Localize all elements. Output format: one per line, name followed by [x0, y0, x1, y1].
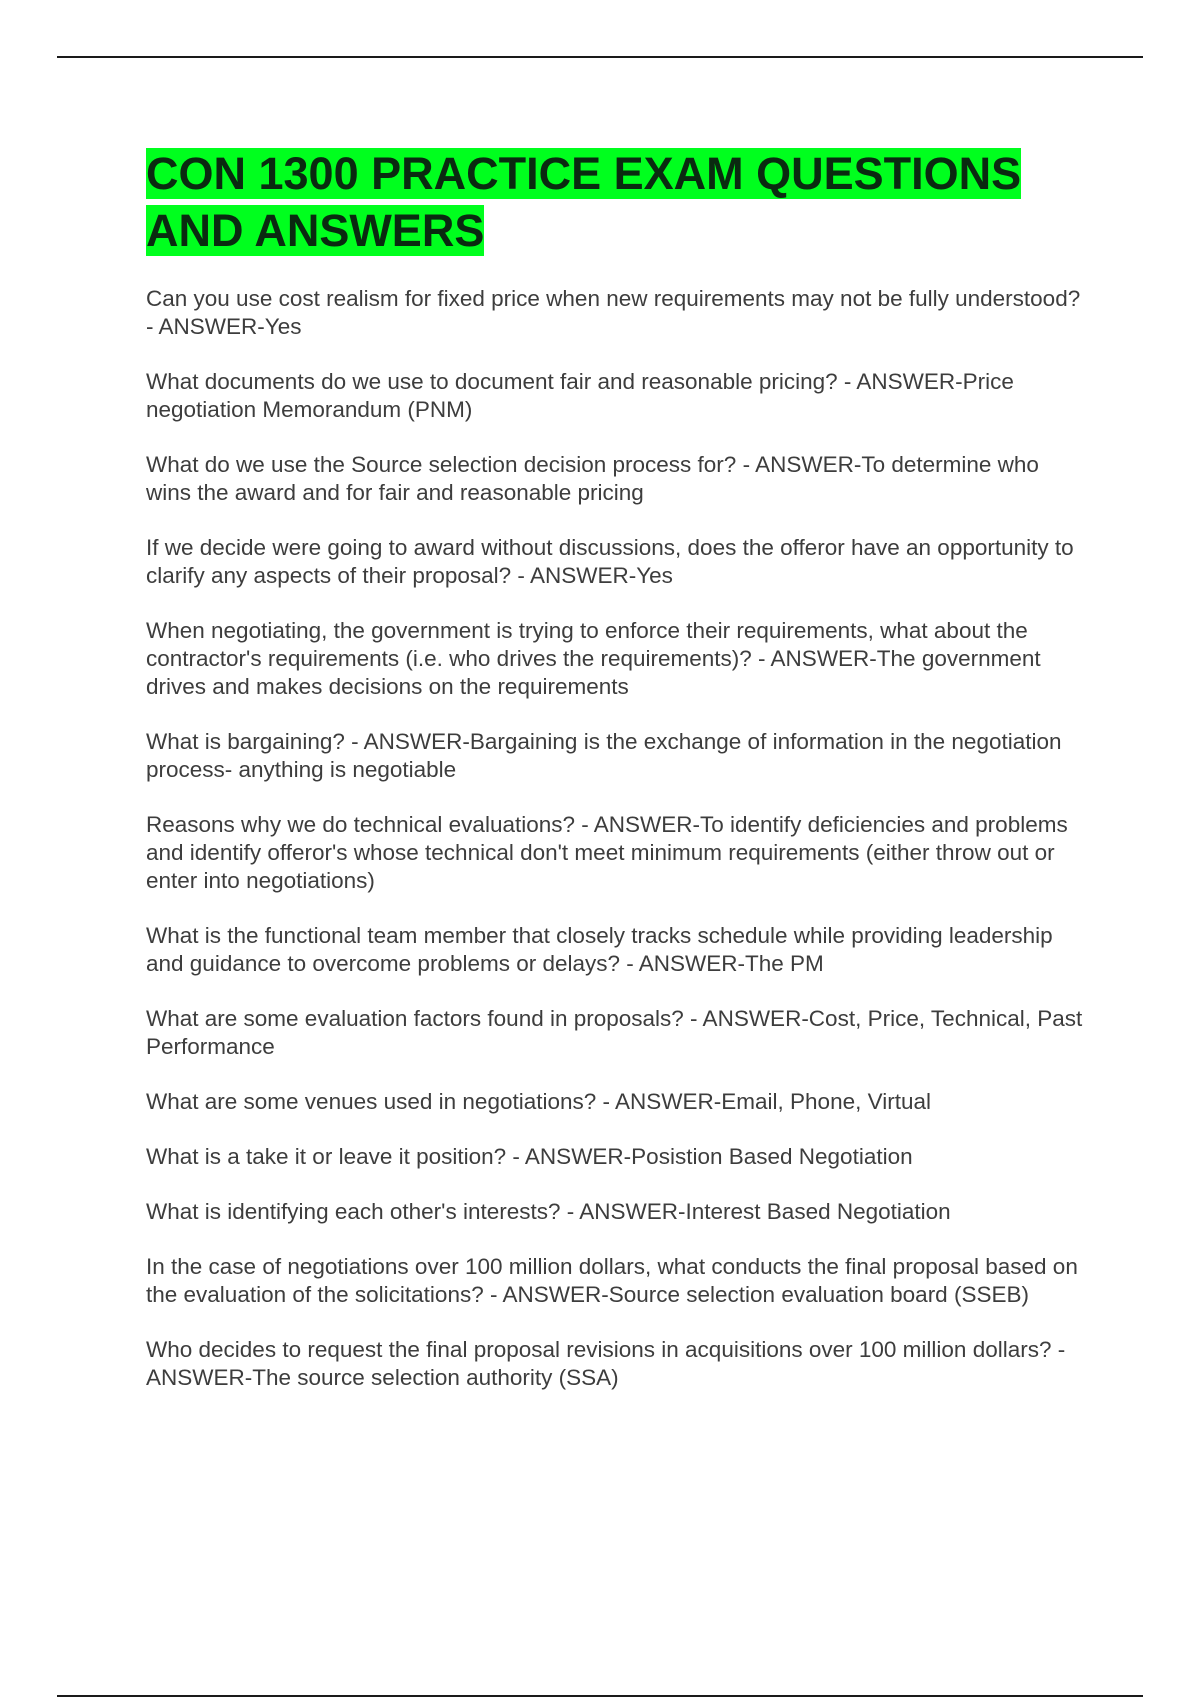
- qa-item: Who decides to request the final proposal revisions in acquisitions over 100 million dollars? - ANSWER-The source selection authority (SSA): [146, 1337, 1066, 1390]
- qa-item: In the case of negotiations over 100 million dollars, what conducts the final proposal based on the evaluation of the solicitations? - ANSWER-Source selection evaluation board (SSEB): [146, 1254, 1078, 1307]
- top-rule: [57, 56, 1143, 58]
- qa-item: What is bargaining? - ANSWER-Bargaining is the exchange of information in the negotiation process- anything is negotiable: [146, 729, 1062, 782]
- document-title: [146, 145, 1086, 259]
- bottom-rule: [57, 1695, 1143, 1697]
- qa-item: What do we use the Source selection decision process for? - ANSWER-To determine who wins the award and for fair and reasonable pricing: [146, 452, 1039, 505]
- qa-item: When negotiating, the government is trying to enforce their requirements, what about the contractor's requirements (i.e. who drives the requirements)? - ANSWER-The government drives and makes decisions on the requirements: [146, 618, 1041, 699]
- qa-item: If we decide were going to award without discussions, does the offeror have an opportunity to clarify any aspects of their proposal? - ANSWER-Yes: [146, 535, 1074, 588]
- qa-item: What is the functional team member that closely tracks schedule while providing leadership and guidance to overcome problems or delays? - ANSWER-The PM: [146, 923, 1053, 976]
- qa-item: Reasons why we do technical evaluations? - ANSWER-To identify deficiencies and problems and identify offeror's whose technical don't meet minimum requirements (either throw out or enter into negotiations): [146, 812, 1068, 893]
- qa-item: What are some venues used in negotiations? - ANSWER-Email, Phone, Virtual: [146, 1089, 931, 1114]
- title-highlight: CON 1300 PRACTICE EXAM QUESTIONS AND ANSWERS: [146, 148, 1022, 256]
- qa-item: Can you use cost realism for fixed price when new requirements may not be fully understood? - ANSWER-Yes: [146, 286, 1081, 339]
- qa-item: What documents do we use to document fair and reasonable pricing? - ANSWER-Price negotiation Memorandum (PNM): [146, 369, 1014, 422]
- qa-item: What is identifying each other's interests? - ANSWER-Interest Based Negotiation: [146, 1199, 951, 1224]
- qa-item: What is a take it or leave it position? - ANSWER-Posistion Based Negotiation: [146, 1144, 913, 1169]
- document-body: [146, 145, 1086, 1419]
- qa-item: What are some evaluation factors found in proposals? - ANSWER-Cost, Price, Technical, Past Performance: [146, 1006, 1083, 1059]
